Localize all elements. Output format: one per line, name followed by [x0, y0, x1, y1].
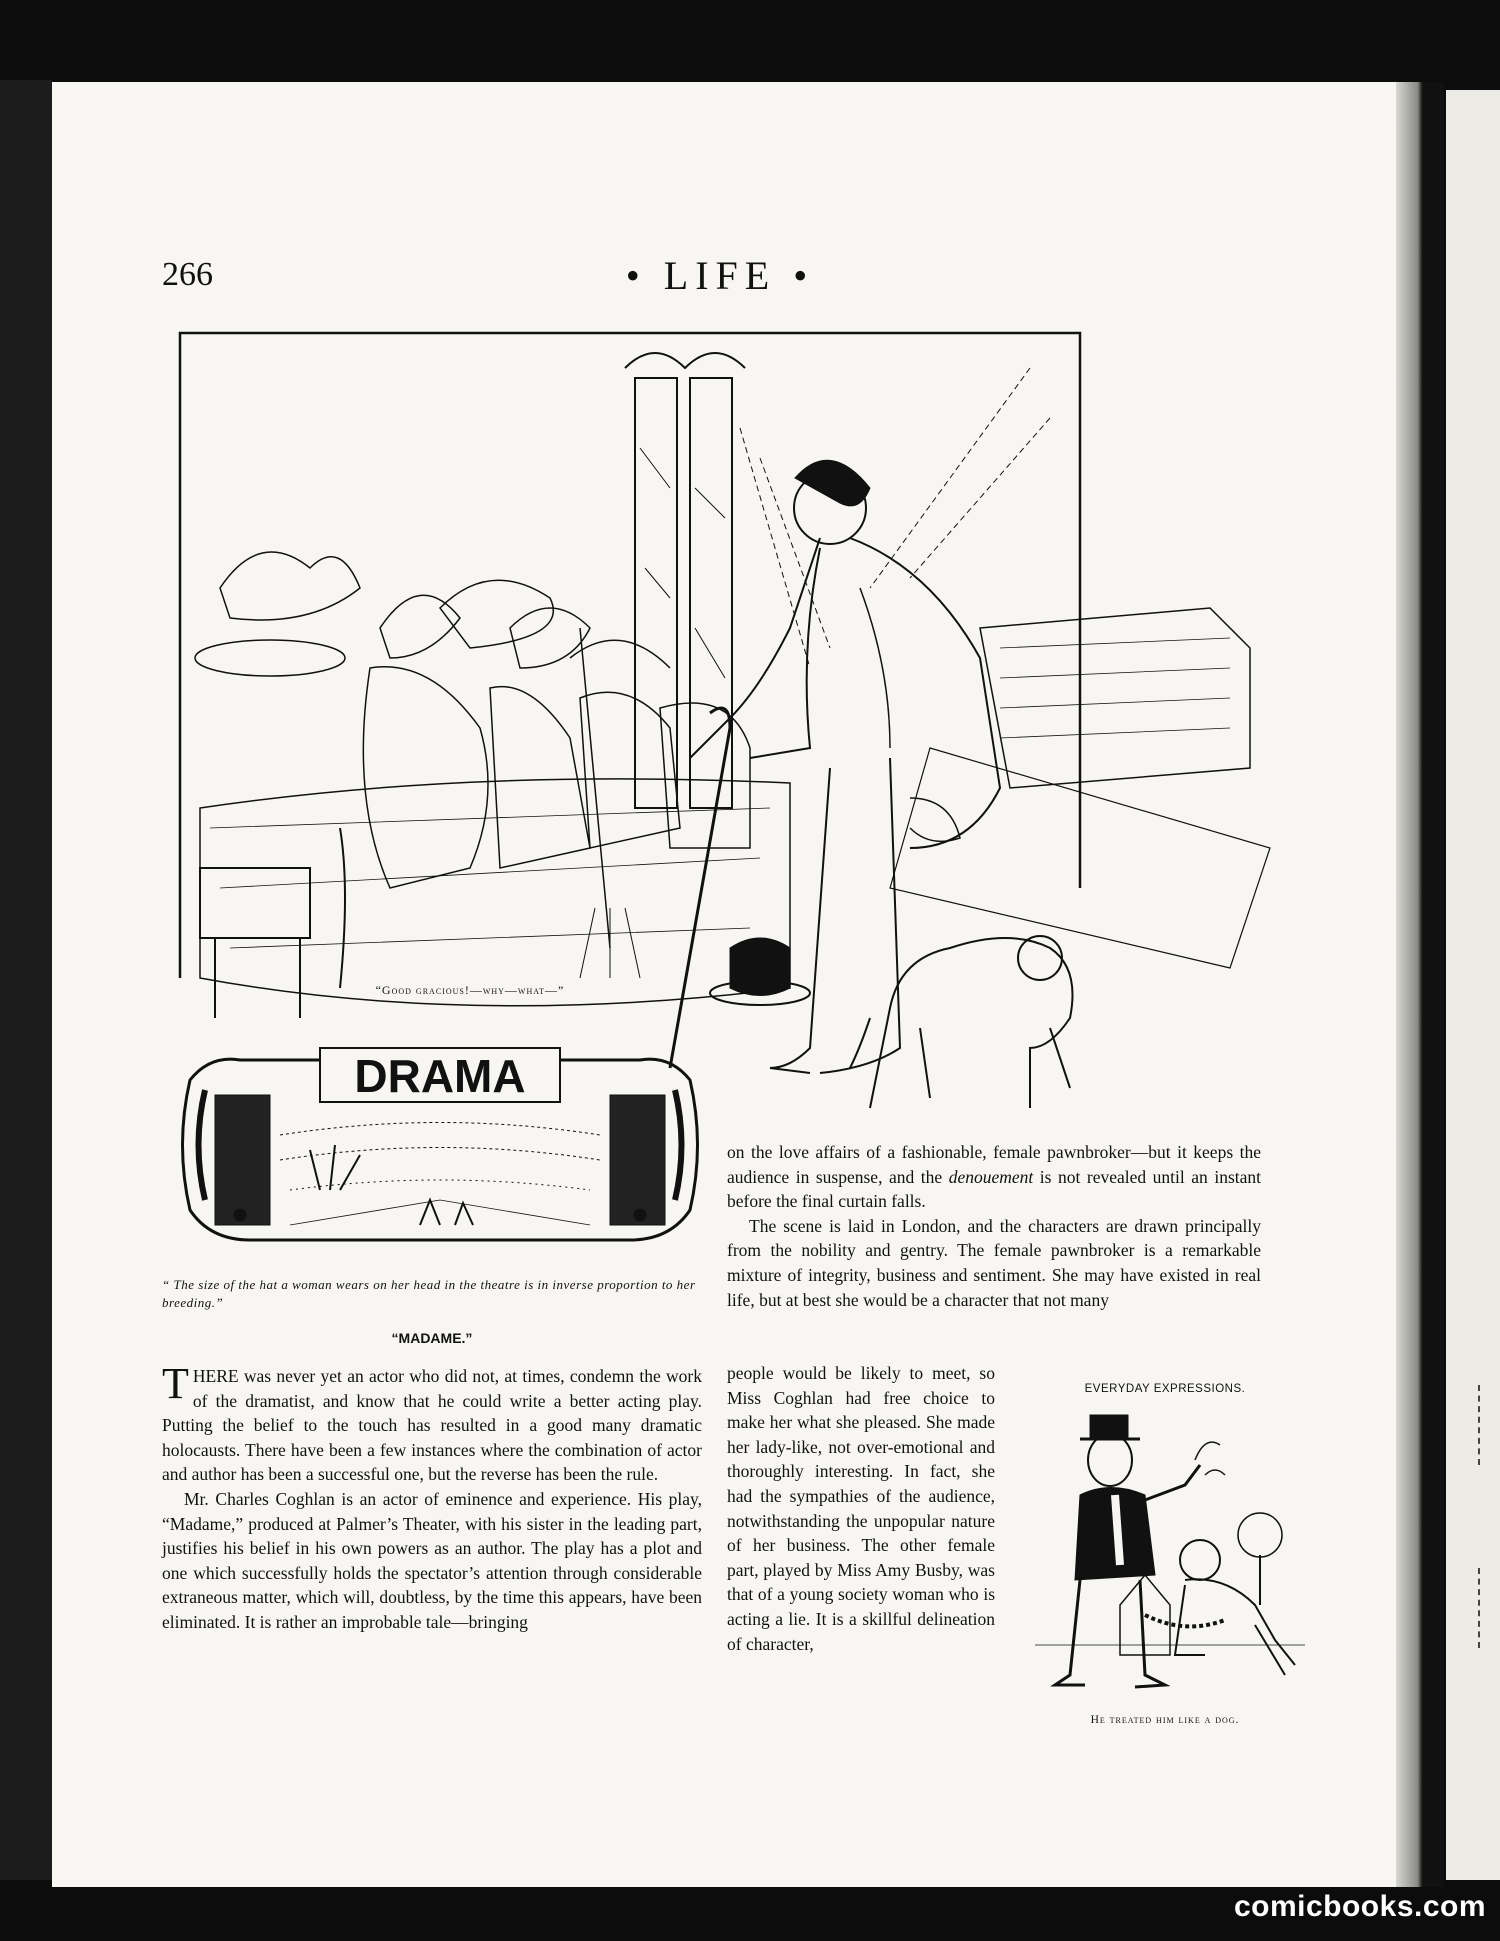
drama-title: DRAMA	[354, 1050, 526, 1102]
page-gutter	[1396, 82, 1444, 1887]
article-title: “MADAME.”	[391, 1330, 473, 1346]
illustration-caption: “Good gracious!—why—what—”	[375, 983, 565, 997]
article-column-narrow	[727, 1361, 995, 1656]
cartoon-caption: He treated him like a dog.	[1090, 1714, 1240, 1726]
paragraph-1: THERE was never yet an actor who did not, at times, condemn the work of the dramatist, and know that he could write a better acting play. Putting the belief to the touch has resulted in a good many dramatic holocausts. There have been a few instances where the combination of actor and author has been a successful one, but the reverse has been the rule.	[162, 1359, 702, 1485]
facing-page-fragment	[1478, 1385, 1500, 1465]
facing-page-fragment	[1478, 1568, 1500, 1648]
watermark: comicbooks.com	[1233, 1890, 1487, 1923]
article-column-left	[162, 1359, 702, 1635]
drop-cap: T	[162, 1359, 189, 1408]
cartoon-illustration	[1025, 1405, 1305, 1705]
drama-header-ornament	[170, 1040, 710, 1250]
theatre-illustration	[170, 328, 1300, 1128]
masthead: • LIFE •	[625, 253, 815, 298]
cartoon-header: EVERYDAY EXPRESSIONS.	[1084, 1383, 1246, 1395]
paragraph-2: Mr. Charles Coghlan is an actor of eminence and experience. His play, “Madame,” produced at Palmer’s Theater, with his sister in the leading part, justifies his belief in his own powers as an author. The play has a plot and one which successfully holds the spectator’s attention through considerable extraneous matter, which will, doubtless, by the time this appears, have been eliminated. It is rather an improbable tale—bringing	[162, 1488, 702, 1632]
binding-edge	[0, 80, 52, 1880]
paragraph-4-continued: people would be likely to meet, so Miss Coghlan had free choice to make her what she pleased. She made her lady-like, not over-emotional and thoroughly interesting. In fact, she had the sympathies of the audience, notwithstanding the unpopular nature of her business. The other female part, played by Miss Amy Busby, was that of a young society woman who is acting a lie. It is a skillful delineation of character,	[727, 1363, 995, 1654]
paragraph-3: on the love affairs of a fashionable, female pawnbroker—but it keeps the audience in suspense, and the denouement is not revealed until an instant before the final curtain falls.	[727, 1142, 1261, 1212]
pull-quote: “ The size of the hat a woman wears on her head in the theatre is in inverse proportion to her breeding.”	[162, 1277, 696, 1310]
article-column-middle	[727, 1140, 1261, 1312]
paragraph-4: The scene is laid in London, and the characters are drawn principally from the nobility and gentry. The female pawnbroker is a remarkable mixture of integrity, business and sentiment. She may have existed in real life, but at best she would be a character that not many	[727, 1215, 1261, 1310]
page-number: 266	[162, 256, 213, 293]
